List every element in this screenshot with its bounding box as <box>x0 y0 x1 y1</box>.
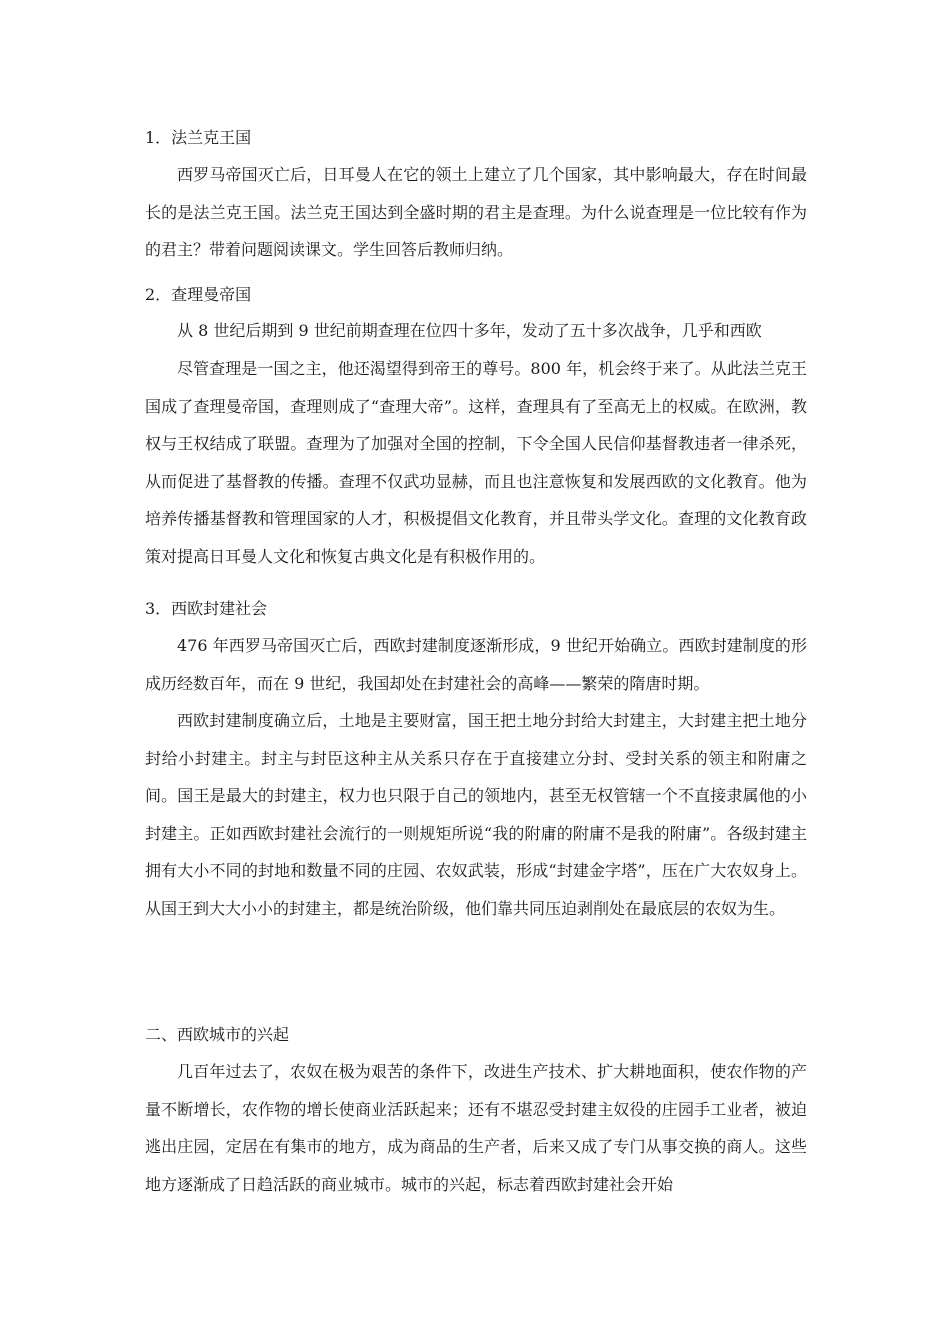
paragraph-feudal-hierarchy: 西欧封建制度确立后，土地是主要财富，国王把土地分封给大封建主，大封建主把土地分封给小封建主。封主与封臣这种主从关系只存在于直接建立分封、受封关系的领主和附庸之间。国王是最大的封建主，权力也只限于自己的领地内，甚至无权管辖一个不直接隶属他的小封建主。正如西欧封建社会流行的一则规矩所说“我的附庸的附庸不是我的附庸”。各级封建主拥有大小不同的封地和数量不同的庄园、农奴武装，形成“封建金字塔”，压在广大农奴身上。从国王到大大小小的封建主，都是统治阶级，他们靠共同压迫剥削处在最底层的农奴为生。 <box>145 711 807 918</box>
paragraph-frankish-kingdom: 西罗马帝国灭亡后，日耳曼人在它的领土上建立了几个国家，其中影响最大，存在时间最长的是法兰克王国。法兰克王国达到全盛时期的君主是查理。为什么说查理是一位比较有作为的君主？带着问题阅读课文。学生回答后教师归纳。 <box>145 165 807 259</box>
section-heading-frankish-kingdom: 1．法兰克王国 <box>145 128 252 147</box>
paragraph-charlemagne-wars: 从 8 世纪后期到 9 世纪前期查理在位四十多年，发动了五十多次战争，几乎和西欧 <box>177 321 762 340</box>
paragraph-charlemagne-empire: 尽管查理是一国之主，他还渴望得到帝王的尊号。800 年，机会终于来了。从此法兰克王国成了查理曼帝国，查理则成了“查理大帝”。这样，查理具有了至高无上的权威。在欧洲，教权与王权结成了联盟。查理为了加强对全国的控制，下令全国人民信仰基督教违者一律杀死，从而促进了基督教的传播。查理不仅武功显赫，而且也注意恢复和发展西欧的文化教育。他为培养传播基督教和管理国家的人才，积极提倡文化教育，并且带头学文化。查理的文化教育政策对提高日耳曼人文化和恢复古典文化是有积极作用的。 <box>145 359 807 566</box>
section-heading-carolingian-empire: 2．查理曼帝国 <box>145 285 252 304</box>
section-heading-rise-of-cities: 二、西欧城市的兴起 <box>145 1025 290 1044</box>
paragraph-feudal-formation: 476 年西罗马帝国灭亡后，西欧封建制度逐渐形成，9 世纪开始确立。西欧封建制度的形成历经数百年，而在 9 世纪，我国却处在封建社会的高峰——繁荣的隋唐时期。 <box>145 636 807 693</box>
section-heading-western-european-feudal-society: 3．西欧封建社会 <box>145 599 268 618</box>
paragraph-rise-of-cities: 几百年过去了，农奴在极为艰苦的条件下，改进生产技术、扩大耕地面积，使农作物的产量不断增长，农作物的增长使商业活跃起来；还有不堪忍受封建主奴役的庄园手工业者，被迫逃出庄园，定居在有集市的地方，成为商品的生产者，后来又成了专门从事交换的商人。这些地方逐渐成了日趋活跃的商业城市。城市的兴起，标志着西欧封建社会开始 <box>145 1062 807 1194</box>
